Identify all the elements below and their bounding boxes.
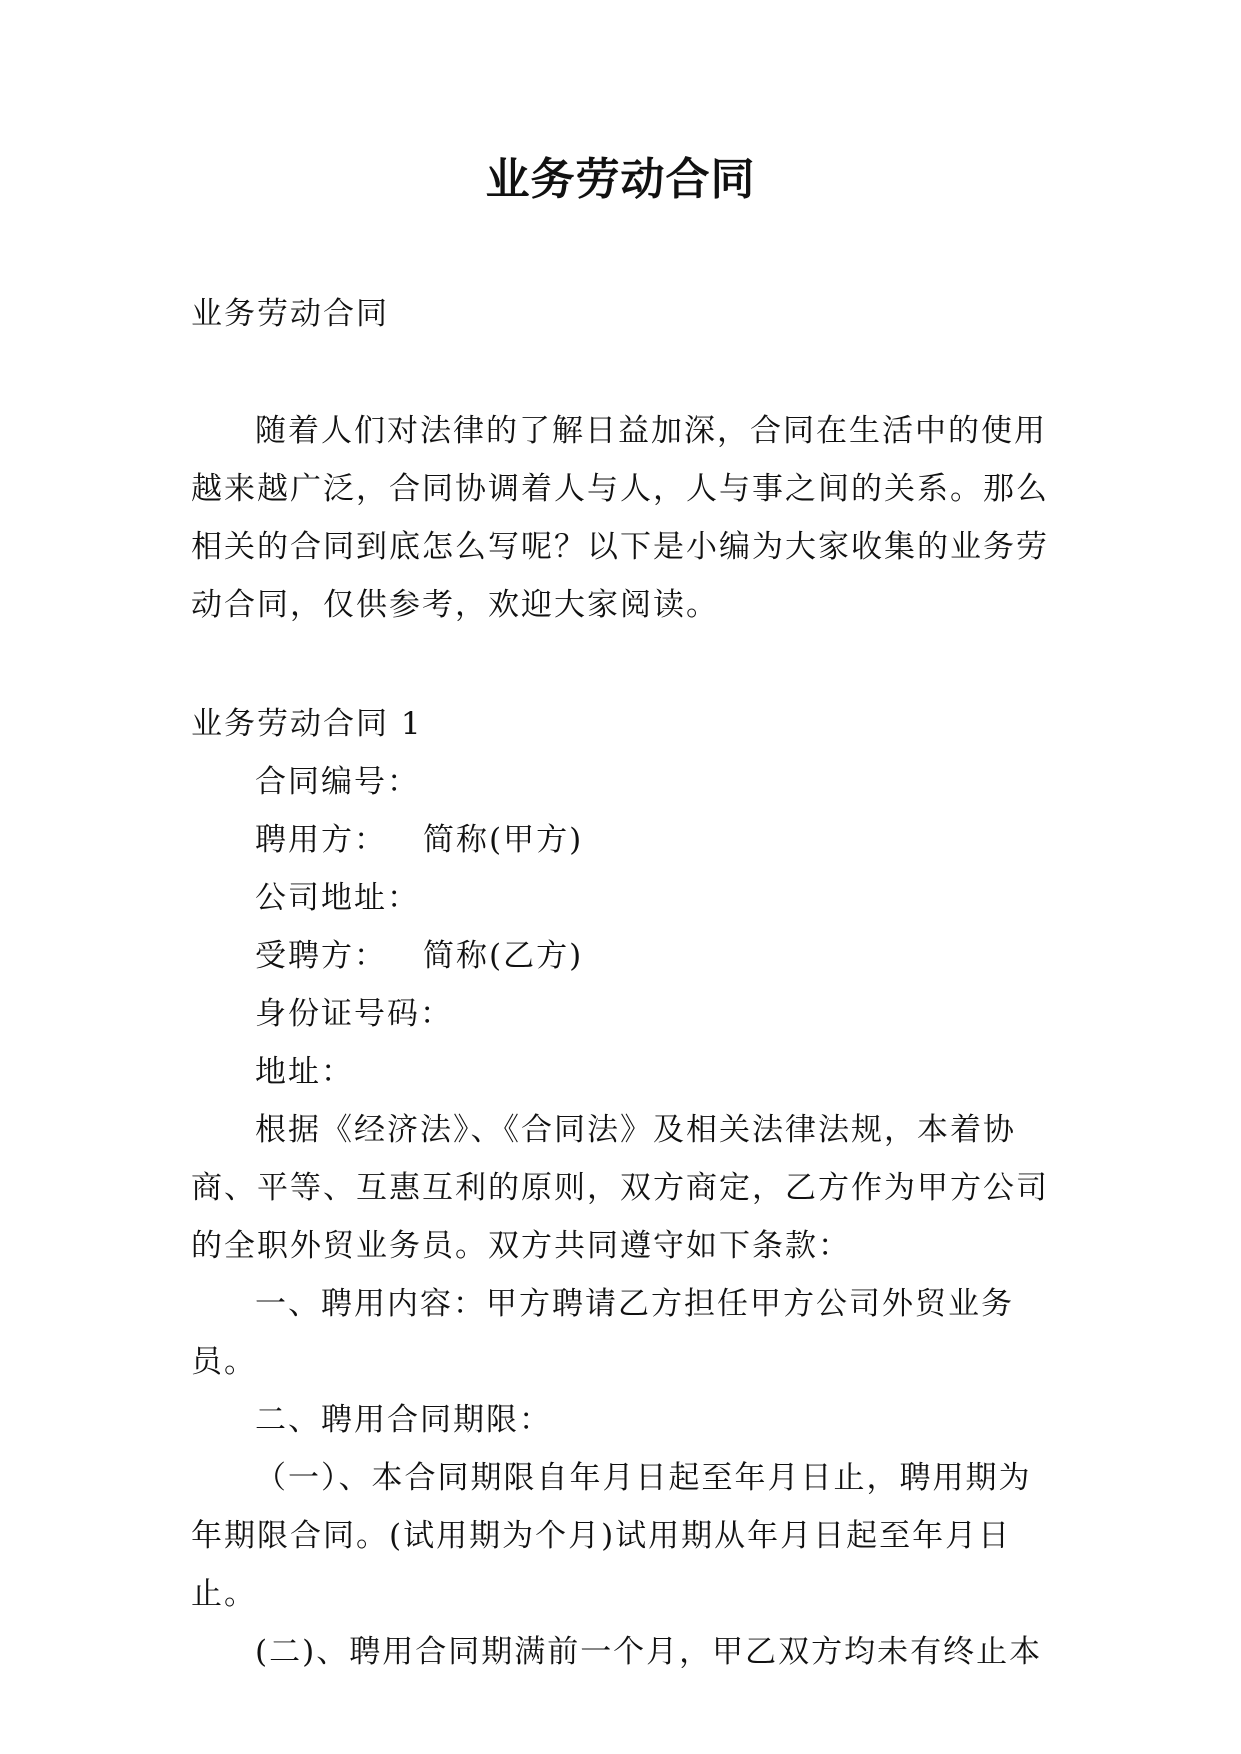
field-employee [191, 927, 1055, 985]
field-value: 简称(甲方) [423, 822, 584, 858]
clause-1-employment-content: 一、聘用内容：甲方聘请乙方担任甲方公司外贸业务员。 [191, 1286, 1014, 1380]
field-label: 合同编号： [255, 764, 420, 800]
clause-2-contract-term: 二、聘用合同期限： [255, 1402, 552, 1438]
contract-fields [191, 753, 1055, 1101]
field-label: 聘用方： [255, 822, 387, 858]
intro-paragraph: 随着人们对法律的了解日益加深，合同在生活中的使用越来越广泛，合同协调着人与人，人与事之间的关系。那么相关的合同到底怎么写呢？以下是小编为大家收集的业务劳动合同，仅供参考，欢迎大家阅读。 [191, 413, 1049, 623]
contract-body [191, 1101, 1055, 1681]
field-label: 身份证号码： [255, 996, 453, 1032]
field-label: 受聘方： [255, 938, 387, 974]
field-value: 简称(乙方) [423, 938, 584, 974]
field-company-address [191, 869, 1055, 927]
document-subtitle: 业务劳动合同 [191, 296, 389, 332]
section-heading: 业务劳动合同 1 [191, 706, 423, 742]
paragraph-basis: 根据《经济法》、《合同法》及相关法律法规，本着协商、平等、互惠互利的原则，双方商定，乙方作为甲方公司的全职外贸业务员。双方共同遵守如下条款： [191, 1112, 1049, 1264]
field-id-number [191, 985, 1055, 1043]
field-employer [191, 811, 1055, 869]
field-address [191, 1043, 1055, 1101]
clause-2-1-term-detail: （一）、本合同期限自年月日起至年月日止，聘用期为年期限合同。(试用期为个月)试用期从年月日起至年月日止。 [191, 1460, 1032, 1612]
clause-2-2-renewal: (二)、聘用合同期满前一个月，甲乙双方均未有终止本 [255, 1634, 1043, 1670]
field-label: 地址： [255, 1054, 354, 1090]
document-title: 业务劳动合同 [485, 154, 756, 205]
field-label: 公司地址： [255, 880, 420, 916]
field-contract-number [191, 753, 1055, 811]
